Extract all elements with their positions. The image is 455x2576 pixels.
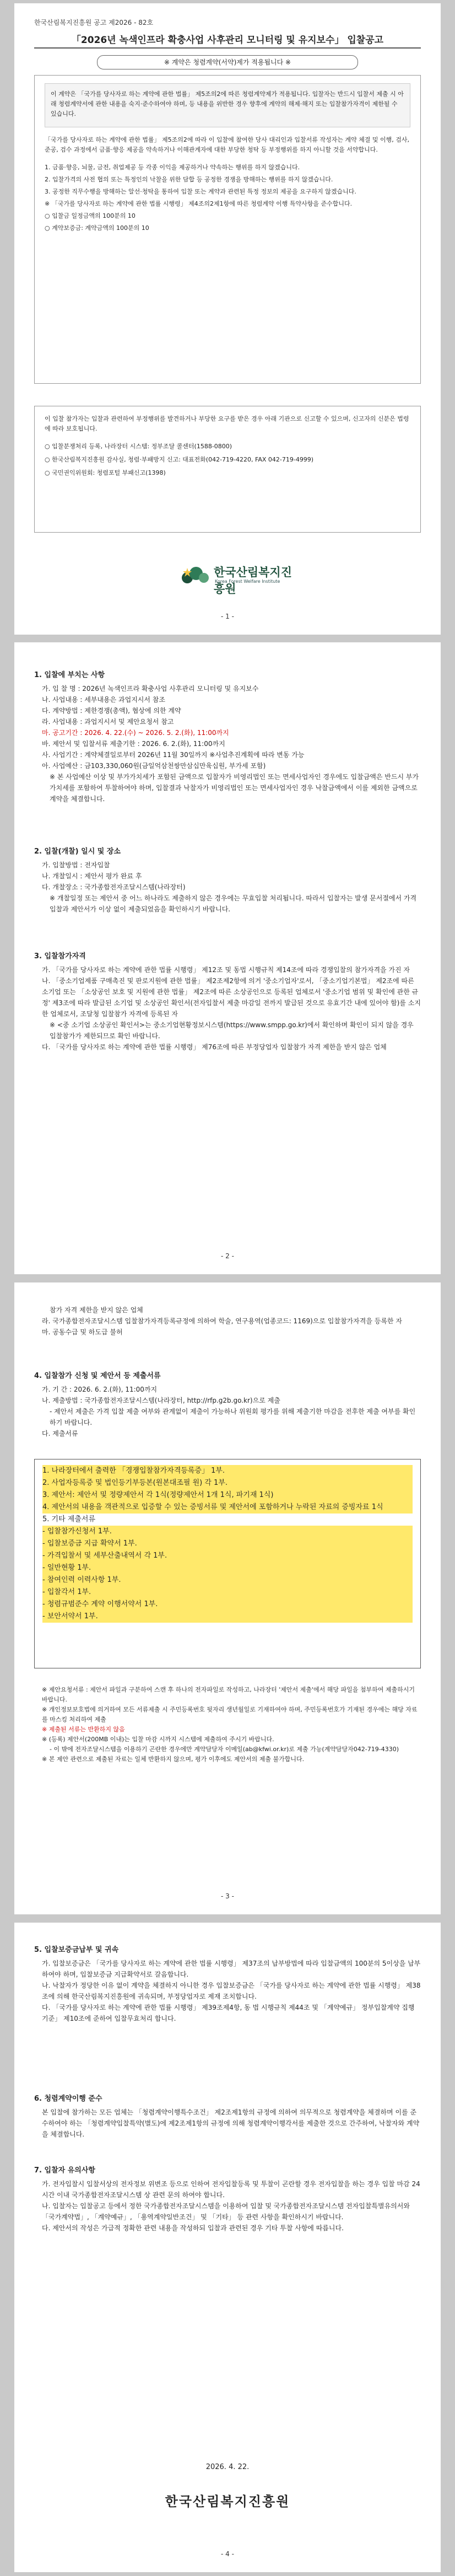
- document-item: 2. 사업자등록증 및 법인등기부등본(원본대조필 원) 각 1부.: [42, 1477, 413, 1489]
- section-line: 참가 자격 제한을 받지 않은 업체: [50, 1306, 143, 1314]
- report-item: ○ 한국산림복지진흥원 감사실, 청렴·부패방지 신고: 대표전화(042-719-4220, FAX 042-719-4999): [45, 456, 314, 463]
- note-line: - 이 밖에 전자조달시스템을 이용하기 곤란한 경우에만 계약담당자 이메일(ab@kfwi.or.kr)로 제출 가능(계약담당자042-719-4330): [50, 1746, 399, 1753]
- section-title: 3. 입찰참가자격: [34, 952, 86, 960]
- integrity-item: 1. 금품·향응, 뇌물, 금전, 취업제공 등 각종 이익을 제공하거나 약속하는 행위를 하지 않겠습니다.: [45, 164, 300, 171]
- section-line: 본 입찰에 참가하는 모든 업체는 「청렴계약이행특수조건」 제2조제1항의 규정에 의하여 의무적으로 청렴계약을 체결하며 이를 준수하여야 하는 「청렴계약입찰특약(별도)에 제2조제1항의 규정에 의해 청렴계약이행각서를 제출한 것으로 간주하여, 낙찰자와 계약을 체결합니다.: [42, 2108, 420, 2138]
- section-line: 나. 「중소기업제품 구매촉진 및 판로지원에 관한 법률」 제2조제2항에 의거 '중소기업자'로서, 「중소기업기본법」 제2조에 따른 소기업 또는 「소상공인 보호 및 지원에 관한 법률」 제2조에 따른 소상공인으로 등록된 업체로서 '중소기업 범위 및 확인에 관한 규정' 제3조에 따라 발급된 소기업 및 소상공인 확인서(전자입찰서 제출 마감일 전까지 발급된 것으로 유효기간 내에 있어야 함)를 소지한 업체로서, 조달청 입찰참가 자격에 등록된 자: [42, 977, 421, 1018]
- section-title: 2. 입찰(개찰) 일시 및 장소: [34, 847, 121, 856]
- section-line: ※ 본 사업예산 이상 및 부가가치세가 포함된 금액으로 입찰자가 비영리법인 또는 면세사업자인 경우에도 입찰금액은 반드시 부가가치세를 포함하여 투찰하여야 하며, 입찰결과 낙찰자가 비영리법인 또는 면세사업자인 경우 낙찰금액에서 이를 제외한 금액으로 계약을 체결합니다.: [50, 773, 419, 803]
- section-line: 라. 사업내용 : 과업지시서 및 제안요청서 참고: [42, 718, 174, 726]
- document-page-4: [14, 1923, 441, 2572]
- note-line: ※ 제출된 서류는 반환하지 않음: [42, 1726, 125, 1733]
- required-documents-box: [34, 1459, 421, 1668]
- note-line: ※ 본 제안 관련으로 제출된 자료는 일체 반환하지 않으며, 평가 이후에도 제안서의 제출 불가합니다.: [42, 1756, 305, 1763]
- section-line: 아. 사업예산 : 금103,330,060원(금일억삼천쌍만삼십만육십원, 부가세 포함): [42, 762, 266, 770]
- section-line: 다. 「국가를 당사자로 하는 계약에 관한 법률 시행령」 제76조에 따른 부정당업자 입찰참가 자격 제한을 받지 않은 업체: [42, 1043, 387, 1051]
- section-line: 나. 사업내용 : 세부내용은 과업지시서 참조: [42, 696, 165, 704]
- section-line: 사. 사업기간 : 계약체결일로부터 2026년 11월 30일까지 ※사업추진계획에 따라 변동 가능: [42, 751, 305, 759]
- section-7: [34, 2165, 421, 2234]
- section-line: 가. 입찰보증금은 「국가를 당사자로 하는 계약에 관한 법률 시행령」 제37조의 납부방법에 따라 입찰금액의 100분의 5이상을 납부하여야 하며, 입찰보증금 지급확약서로 갈음합니다.: [42, 1960, 421, 1978]
- document-item: - 입찰각서 1부.: [42, 1586, 413, 1598]
- note-line: ※ 개인정보보호법에 의거하여 모든 서류제출 시 주민등록번호 뒷자리 생년월일로 기재하여야 하며, 주민등록번호가 기재된 경우에는 해당 자료를 마스킹 처리하여 제출: [42, 1706, 418, 1723]
- section-line: 다. 개찰장소 : 국가종합전자조달시스템(나라장터): [42, 883, 186, 891]
- document-item: - 입찰참가신청서 1부.: [42, 1526, 413, 1538]
- integrity-paragraph: 이 계약은 「국가를 당사자로 하는 계약에 관한 법률」 제5조의2에 따른 청렴계약제가 적용됩니다. 입찰자는 반드시 입찰서 제출 시 아래 청렴계약서에 관한 내용을 숙지·준수하여야 하며, 등 내용을 위반한 경우 향후에 계약의 해제·해지 또는 입찰참가자격이 제한될 수 있습니다.: [51, 90, 404, 117]
- integrity-contract-box: [34, 75, 421, 384]
- document-item: 3. 제안서: 제안서 및 정량제안서 각 1식(정량제안서 1개 1식, 파기재 1식): [42, 1489, 413, 1501]
- report-list: [45, 442, 410, 478]
- note-line: ※ (등록) 제안서(200MB 이내)는 입찰 마감 시까지 시스템에 제출하여 주시기 바랍니다.: [42, 1736, 274, 1743]
- page-title: 「2026년 녹색인프라 확충사업 사후관리 모니터링 및 유지보수」 입찰공고: [71, 35, 384, 46]
- document-item: - 보안서약서 1부.: [42, 1611, 413, 1623]
- page-number: - 3 -: [221, 1892, 234, 1900]
- document-page-3: [14, 1282, 441, 1914]
- section-title: 5. 입찰보증금납부 및 귀속: [34, 1946, 119, 1954]
- document-item: 4. 제안서의 내용을 객관적으로 입증할 수 있는 증빙서류 및 제안서에 포함하거나 누락된 자료의 증빙자료 1식: [42, 1501, 413, 1514]
- report-intro: 이 입찰 참가자는 입찰과 관련하여 부정행위를 발견하거나 부당한 요구를 받은 경우 아래 기관으로 신고할 수 있으며, 신고자의 신분은 법령에 따라 보호됩니다.: [45, 415, 409, 432]
- logo-english-name: Korea Forest Welfare Institute: [215, 579, 280, 584]
- section-line: 마. 공동수급 및 하도급 불허: [42, 1328, 123, 1336]
- issuing-organization: 한국산림복지진흥원: [165, 2494, 290, 2509]
- notice-number: 한국산림복지진흥원 공고 제2026 - 82호: [34, 19, 154, 26]
- section-line: 다. 제출서류: [42, 1430, 78, 1437]
- document-item: - 가격입찰서 및 세부산출내역서 각 1부.: [42, 1550, 413, 1562]
- document-item: 1. 나라장터에서 출력한 「경쟁입찰참가자격등록증」 1부.: [42, 1465, 413, 1477]
- logo-korean-name: 한국산림복지진흥원: [214, 566, 292, 595]
- section-line: - 제안서 제출은 가격 입찰 제출 여부와 관계없이 제출이 가능하나 위원회 평가를 위해 제출기한 마감을 전후한 제출 여부를 확인하기 바랍니다.: [50, 1408, 416, 1426]
- section-line: 가. 입찰방법 : 전자입찰: [42, 861, 110, 869]
- section-3: [34, 951, 421, 1053]
- section-line: 라. 국가종합전자조달시스템 입찰참가자격등록규정에 의하여 학술, 연구용역(업종코드: 1169)으로 입찰참가자격을 등록한 자: [42, 1317, 402, 1325]
- document-page-2: [14, 642, 441, 1274]
- announcement-date: 2026. 4. 22.: [205, 2463, 250, 2471]
- page-number: - 1 -: [221, 613, 234, 620]
- note-line: ※ 제안요청서류 : 제안서 파일과 구분하여 스캔 후 하나의 전자파일로 작성하고, 나라장터 '제안서 제출'에서 해당 파일을 첨부하여 제출하시기 바랍니다.: [42, 1686, 415, 1703]
- section-line: 마. 공고기간 : 2026. 4. 22.(수) ~ 2026. 5. 2.(화), 11:00까지: [42, 729, 229, 737]
- page-number: - 2 -: [221, 1252, 234, 1260]
- report-box: [34, 406, 421, 533]
- integrity-item: ※ 「국가를 당사자로 하는 계약에 관한 법률 시행령」 제4조의2제1항에 따른 청렴계약 이행 특약사항을 준수합니다.: [45, 200, 353, 207]
- logo-mark-icon: [180, 562, 210, 588]
- section-title: 1. 입찰에 부치는 사항: [34, 671, 105, 679]
- section-line: 나. 낙찰자가 정당한 이유 없이 계약을 체결하지 아니한 경우 입찰보증금은 「국가를 당사자로 하는 계약에 관한 법률 시행령」 제38조에 의해 한국산림복지진흥원에 귀속되며, 부정당업자로 제재 조치합니다.: [42, 1982, 421, 2000]
- section-line: 가. 「국가를 당사자로 하는 계약에 관한 법률 시행령」 제12조 및 동법 시행규칙 제14조에 따라 경쟁입찰의 참가자격을 가진 자: [42, 966, 410, 974]
- section-line: 나. 입찰자는 입찰공고 등에서 정한 국가종합전자조달시스템을 이용하여 입찰 및 국가종합전자조달시스템 전자입찰특별유의서와 「국가계약법」, 「계약예규」, 「용역계약일반조건」 및 「기타」 등 관련 사항을 확인하시기 바랍니다.: [42, 2202, 410, 2221]
- document-item: - 일반현황 1부.: [42, 1562, 413, 1574]
- section-6: [34, 2094, 421, 2140]
- report-item: ○ 입찰분쟁처리 등록, 나라장터 시스템: 정부조달 콜센터(1588-0800): [45, 443, 232, 450]
- document-item: - 입찰보증금 지급 확약서 1부.: [42, 1538, 413, 1550]
- document-item: - 청렴규범준수 계약 이행서약서 1부.: [42, 1598, 413, 1611]
- section-1: [34, 670, 421, 804]
- title-divider: [34, 47, 421, 49]
- integrity-item: 2. 입찰가격의 사전 협의 또는 특정인의 낙찰을 위한 담합 등 공정한 경쟁을 방해하는 행위를 하지 않겠습니다.: [45, 176, 333, 183]
- section-line: 다. 제안서의 작성은 가급적 정확한 관련 내용을 작성하되 입찰과 관련된 경우 기타 투찰 사항에 따릅니다.: [42, 2224, 344, 2232]
- document-page-1: [14, 3, 441, 635]
- section-line: 다. 계약방법 : 제한경쟁(총액), 협상에 의한 계약: [42, 707, 181, 715]
- section-line: ※ 개찰일정 또는 제안서 중 어느 하나라도 제출하지 않은 경우에는 무효입찰 처리됩니다. 따라서 입찰자는 발생 문서절에서 가격입찰과 제안서가 이상 없이 제출되었음을 확인하시기 바랍니다.: [50, 894, 417, 913]
- section-4: [34, 1371, 421, 1439]
- section-line: ※ <중 소기업 소상공인 확인서>는 중소기업현황정보시스템(https://www.smpp.go.kr)에서 확인하며 확인이 되지 않을 경우 입찰참가가 제한되므로 확인 바랍니다.: [50, 1021, 414, 1040]
- integrity-paragraph: 「국가를 당사자로 하는 계약에 관한 법률」 제5조의2에 따라 이 입찰에 참여한 당사 대리인과 입찰서류 작성자는 계약 체결 및 이행, 검사, 준공, 검수 과정에서 금품·향응 제공을 약속하거나 이해관계자에 대한 부당한 청탁 등 부정행위를 하지 아니할 것을 서약합니다.: [45, 136, 409, 153]
- integrity-notice-heading: ※ 계약은 청렴계약(서약)제가 적용됩니다 ※: [97, 55, 358, 69]
- integrity-item: ○ 입찰금 일정금액의 100분의 10: [45, 212, 136, 219]
- section-line: 가. 기 간 : 2026. 6. 2.(화), 11:00까지: [42, 1386, 158, 1393]
- section-line: 바. 제안서 및 입찰서류 제출기한 : 2026. 6. 2.(화), 11:00까지: [42, 740, 225, 748]
- section-5: [34, 1945, 421, 2024]
- section-title: 4. 입찰참가 신청 및 제안서 등 제출서류: [34, 1372, 161, 1380]
- document-item: 5. 기타 제출서류: [42, 1515, 96, 1523]
- section-line: 나. 개찰일시 : 제안서 평가 완료 후: [42, 872, 142, 880]
- integrity-item: ○ 계약보증금: 계약금액의 100분의 10: [45, 224, 149, 232]
- section-line: 나. 제출방법 : 국가종합전자조달시스템(나라장터, http://rfp.g2b.go.kr)으로 제출: [42, 1397, 280, 1404]
- integrity-item: 3. 공정한 직무수행을 방해하는 알선·청탁을 통하여 입찰 또는 계약과 관련된 특정 정보의 제공을 요구하지 않겠습니다.: [45, 188, 356, 195]
- page-number: - 4 -: [221, 2550, 234, 2558]
- section-line: 가. 입 찰 명 : 2026년 녹색인프라 확충사업 사후관리 모니터링 및 유지보수: [42, 685, 259, 693]
- section-title: 7. 입찰자 유의사항: [34, 2166, 95, 2175]
- section-line: 가. 전자입찰시 입찰서상의 전자정보 위변조 등으로 인하여 전자입찰등록 및 투찰이 곤란할 경우 전자입찰을 하는 경우 입찰 마감 24시간 이내 국가종합전자조달시스템 상 관련 문의 하여야 합니다.: [42, 2180, 420, 2199]
- section-3-continued: [34, 1305, 421, 1338]
- section-line: 다. 「국가를 당사자로 하는 계약에 관한 법률 시행령」 제39조제4항, 동 법 시행규칙 제44조 및 「계약예규」 정부입찰계약 집행기준」 제10조에 준하여 입찰무효처리 합니다.: [42, 2004, 415, 2022]
- report-item: ○ 국민권익위원회: 청렴포털 부패신고(1398): [45, 469, 166, 476]
- document-item: - 참여인력 이력사항 1부.: [42, 1574, 413, 1586]
- section-title: 6. 청렴계약이행 준수: [34, 2095, 102, 2103]
- submission-notes: [34, 1685, 421, 1764]
- section-2: [34, 846, 421, 915]
- institute-logo: [180, 560, 301, 595]
